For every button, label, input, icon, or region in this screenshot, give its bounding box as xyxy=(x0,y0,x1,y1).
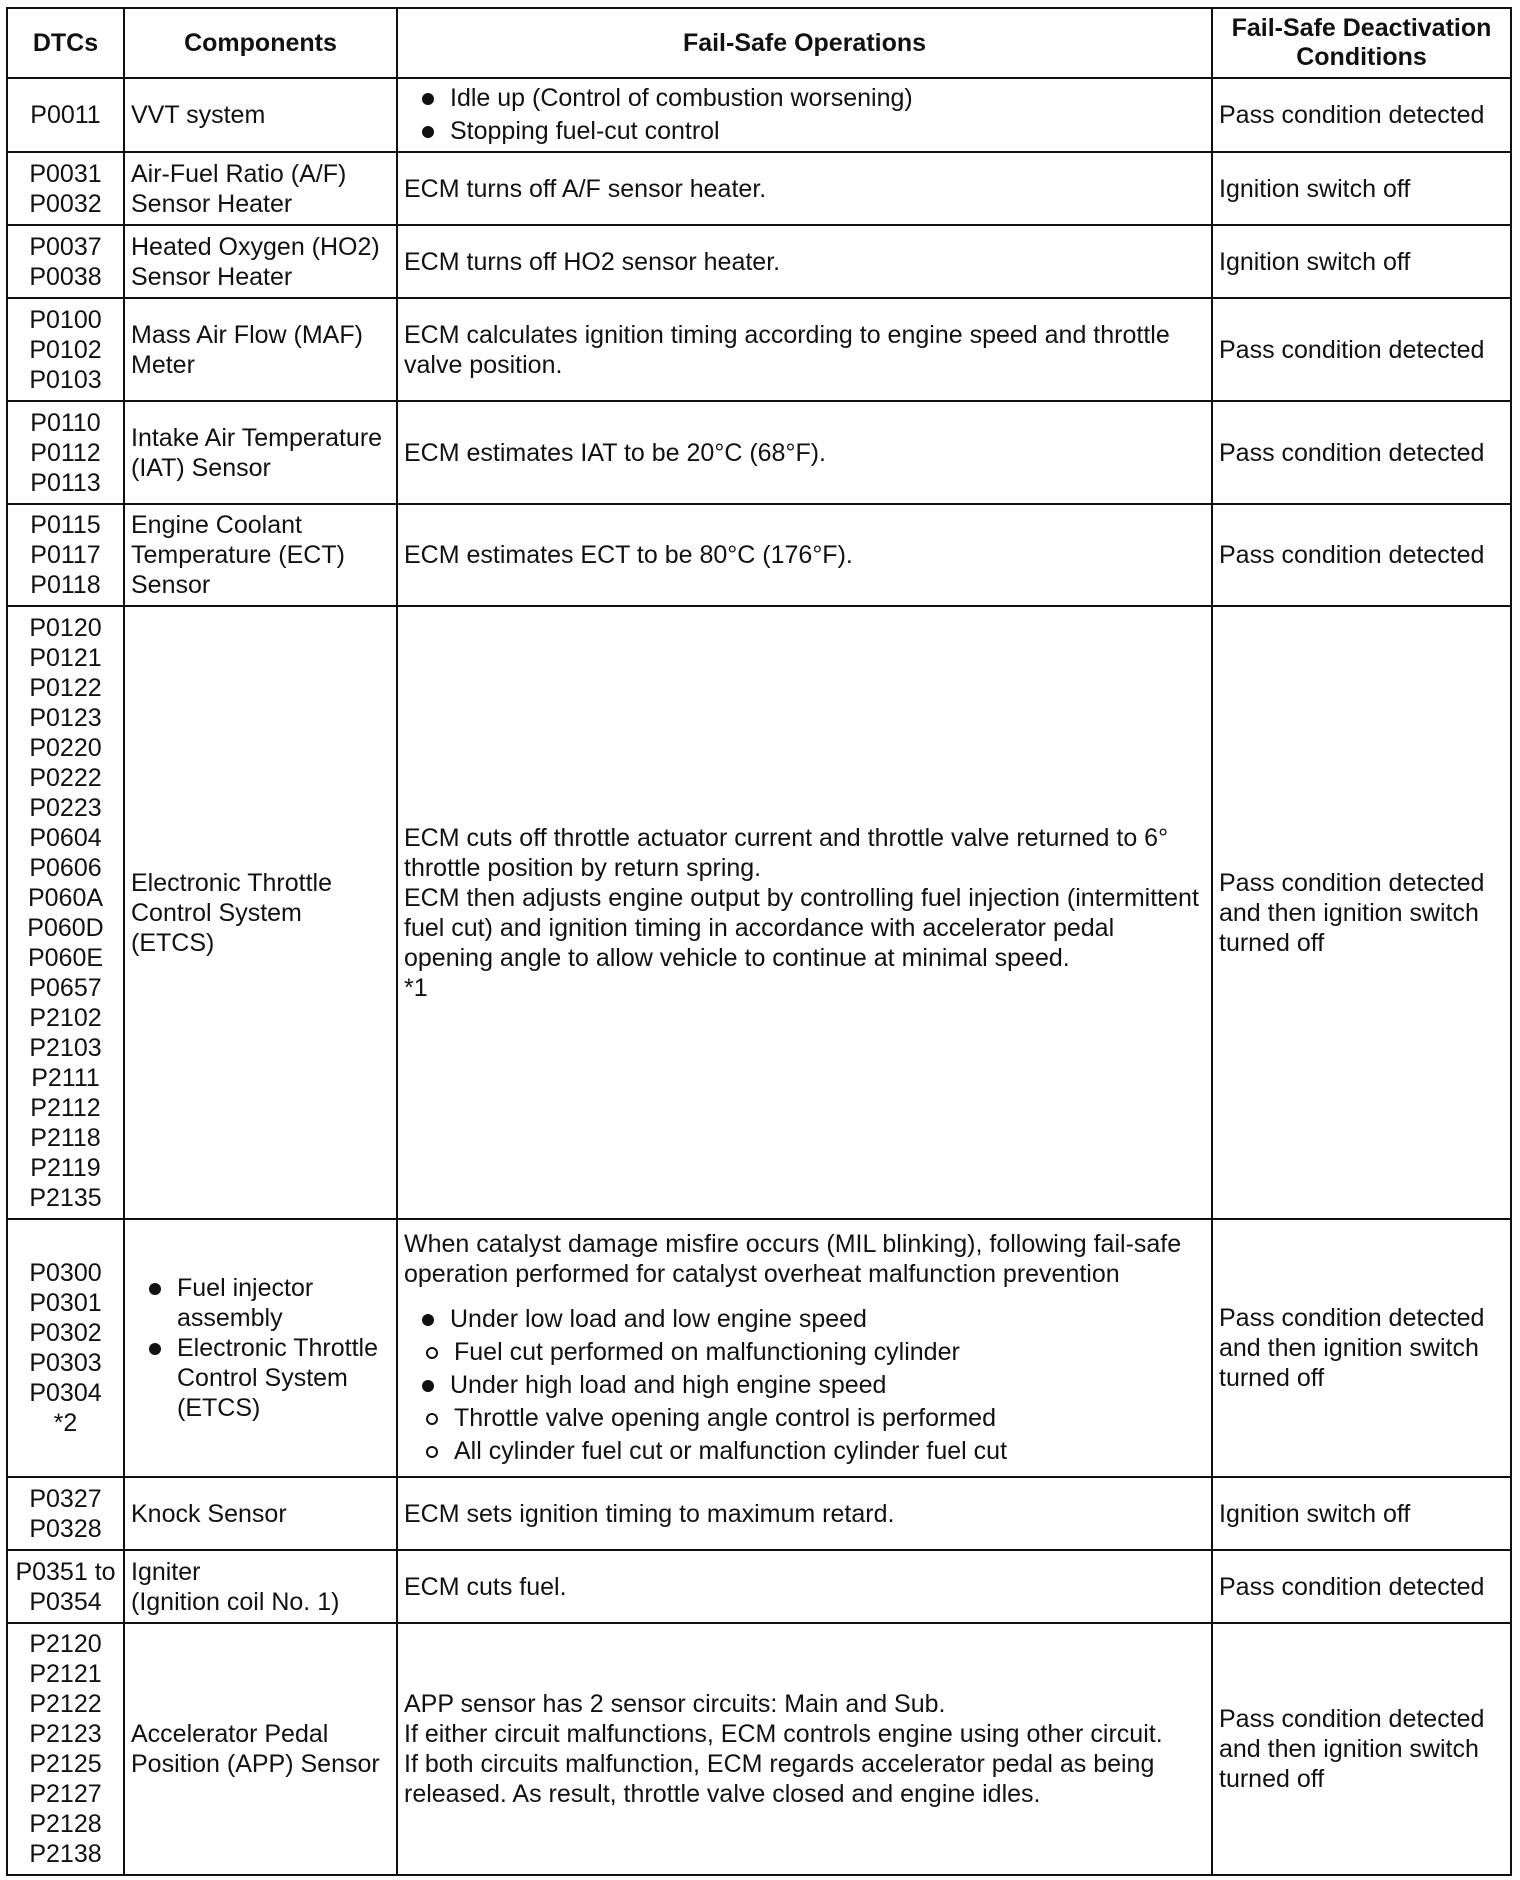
condition-cell: Ignition switch off xyxy=(1212,1477,1511,1550)
table-row xyxy=(7,298,1511,401)
table-row xyxy=(7,504,1511,606)
dtc-code: P0328 xyxy=(29,1514,102,1543)
dtc-code: P0606 xyxy=(29,853,102,882)
dtc-cell xyxy=(7,1623,124,1875)
dtc-code: P060D xyxy=(27,913,104,942)
component-cell: Intake Air Temperature (IAT) Sensor xyxy=(124,401,397,504)
dtc-code: P0327 xyxy=(29,1484,102,1513)
table-row xyxy=(7,1623,1511,1875)
component-cell: Air-Fuel Ratio (A/F) Sensor Heater xyxy=(124,152,397,225)
dtc-code: P0300 xyxy=(29,1259,102,1287)
component-line: (Ignition coil No. 1) xyxy=(131,1587,340,1616)
dtc-cell xyxy=(7,1550,124,1623)
dtc-code: P0303 xyxy=(29,1349,102,1377)
dtc-code: P0038 xyxy=(29,262,102,291)
operation-sub-bullet: Throttle valve opening angle control is performed xyxy=(404,1402,1205,1435)
component-cell xyxy=(124,1219,397,1477)
dtc-code: P0301 xyxy=(29,1289,102,1317)
dtc-code: P0351 to xyxy=(15,1557,116,1586)
fail-safe-table xyxy=(6,7,1512,1876)
table-row xyxy=(7,1477,1511,1550)
operation-intro: When catalyst damage misfire occurs (MIL blinking), following fail-safe operation performed for catalyst overheat malfunction prevention xyxy=(404,1229,1182,1288)
dtc-code: P2118 xyxy=(30,1123,101,1152)
condition-cell: Pass condition detected xyxy=(1212,78,1511,152)
condition-cell: Ignition switch off xyxy=(1212,225,1511,298)
header-operations: Fail-Safe Operations xyxy=(397,8,1212,78)
operation-sub-bullet: Fuel cut performed on malfunctioning cylinder xyxy=(404,1336,1205,1369)
component-cell: Heated Oxygen (HO2) Sensor Heater xyxy=(124,225,397,298)
header-components: Components xyxy=(124,8,397,78)
operation-cell xyxy=(397,606,1212,1219)
condition-cell: Pass condition detected xyxy=(1212,504,1511,606)
header-dtcs: DTCs xyxy=(7,8,124,78)
component-cell: Accelerator Pedal Position (APP) Sensor xyxy=(124,1623,397,1875)
operation-line: ECM cuts off throttle actuator current and throttle valve returned to 6° throttle position by return spring. xyxy=(404,823,1169,882)
dtc-code: P0657 xyxy=(29,973,102,1002)
operation-cell: ECM sets ignition timing to maximum retard. xyxy=(397,1477,1212,1550)
header-row xyxy=(7,8,1511,78)
dtc-code: P0302 xyxy=(29,1319,102,1347)
condition-cell: Pass condition detected xyxy=(1212,1550,1511,1623)
dtc-cell xyxy=(7,152,124,225)
footnote-ref: *2 xyxy=(53,1409,78,1437)
operation-bullet: Under high load and high engine speed xyxy=(404,1369,1205,1402)
operation-cell xyxy=(397,1219,1212,1477)
dtc-code: P2103 xyxy=(29,1033,102,1062)
header-deactivation: Fail-Safe Deactivation Conditions xyxy=(1212,8,1511,78)
dtc-code: P0112 xyxy=(30,438,101,467)
component-cell: Mass Air Flow (MAF) Meter xyxy=(124,298,397,401)
operation-bullet: Idle up (Control of combustion worsening) xyxy=(404,82,1205,115)
operation-bullet: Under low load and low engine speed xyxy=(404,1303,1205,1336)
dtc-code: P060E xyxy=(27,943,104,972)
dtc-code: P2119 xyxy=(30,1153,101,1182)
operation-cell: ECM turns off A/F sensor heater. xyxy=(397,152,1212,225)
dtc-cell xyxy=(7,504,124,606)
condition-cell: Pass condition detected and then ignition switch turned off xyxy=(1212,606,1511,1219)
operation-line: If both circuits malfunction, ECM regards accelerator pedal as being released. As result, throttle valve closed and engine idles. xyxy=(404,1750,1155,1808)
table-row xyxy=(7,225,1511,298)
dtc-code: P0223 xyxy=(29,793,102,822)
dtc-code: P2121 xyxy=(29,1660,102,1688)
operation-cell: ECM turns off HO2 sensor heater. xyxy=(397,225,1212,298)
table-row xyxy=(7,152,1511,225)
dtc-code: P0604 xyxy=(29,823,102,852)
table-row xyxy=(7,1550,1511,1623)
operation-line: APP sensor has 2 sensor circuits: Main and Sub. xyxy=(404,1690,946,1718)
dtc-code: P2123 xyxy=(29,1720,102,1748)
dtc-code: P0103 xyxy=(29,365,102,394)
dtc-code: P2128 xyxy=(29,1810,102,1838)
table-row xyxy=(7,78,1511,152)
operation-sub-bullet: All cylinder fuel cut or malfunction cylinder fuel cut xyxy=(404,1435,1205,1468)
dtc-code: P0031 xyxy=(29,159,102,188)
operation-cell: ECM estimates ECT to be 80°C (176°F). xyxy=(397,504,1212,606)
dtc-cell xyxy=(7,225,124,298)
dtc-code: P2122 xyxy=(29,1690,102,1718)
dtc-code: P0304 xyxy=(29,1379,102,1407)
condition-cell: Pass condition detected and then ignition switch turned off xyxy=(1212,1219,1511,1477)
operation-line: If either circuit malfunctions, ECM controls engine using other circuit. xyxy=(404,1720,1163,1748)
table-row xyxy=(7,401,1511,504)
component-cell: VVT system xyxy=(124,78,397,152)
condition-cell: Pass condition detected and then ignition switch turned off xyxy=(1212,1623,1511,1875)
dtc-code: P0220 xyxy=(29,733,102,762)
dtc-cell xyxy=(7,1477,124,1550)
dtc-code: P0100 xyxy=(29,305,102,334)
dtc-code: P0102 xyxy=(29,335,102,364)
operation-cell: ECM estimates IAT to be 20°C (68°F). xyxy=(397,401,1212,504)
dtc-code: P2102 xyxy=(29,1003,102,1032)
dtc-code: P0120 xyxy=(29,613,102,642)
dtc-code: P0118 xyxy=(30,571,101,599)
component-bullet: Fuel injector assembly xyxy=(131,1273,390,1333)
dtc-code: P0113 xyxy=(30,468,101,497)
component-cell: Engine Coolant Temperature (ECT) Sensor xyxy=(124,504,397,606)
dtc-code: P0011 xyxy=(30,101,101,129)
operation-cell xyxy=(397,78,1212,152)
operation-cell: ECM cuts fuel. xyxy=(397,1550,1212,1623)
component-cell: Electronic Throttle Control System (ETCS) xyxy=(124,606,397,1219)
dtc-cell xyxy=(7,78,124,152)
dtc-code: P2135 xyxy=(29,1183,102,1212)
footnote-ref: *1 xyxy=(404,973,428,1002)
condition-cell: Pass condition detected xyxy=(1212,401,1511,504)
dtc-code: P0032 xyxy=(29,189,102,218)
component-cell xyxy=(124,1550,397,1623)
component-line: Igniter xyxy=(131,1557,201,1586)
condition-cell: Ignition switch off xyxy=(1212,152,1511,225)
dtc-code: P0122 xyxy=(29,673,102,702)
dtc-code: P2120 xyxy=(29,1630,102,1658)
dtc-code: P060A xyxy=(27,883,104,912)
table-row xyxy=(7,606,1511,1219)
operation-line: ECM then adjusts engine output by controlling fuel injection (intermittent fuel cut) and ignition timing in accordance with accelerator pedal opening angle to allow vehicle to continue at minimal speed. xyxy=(404,883,1199,972)
dtc-code: P0354 xyxy=(29,1587,102,1616)
dtc-code: P2127 xyxy=(29,1780,102,1808)
dtc-code: P2125 xyxy=(29,1750,102,1778)
dtc-code: P0110 xyxy=(30,408,101,437)
operation-cell xyxy=(397,1623,1212,1875)
dtc-cell xyxy=(7,1219,124,1477)
dtc-code: P0123 xyxy=(29,703,102,732)
table-row xyxy=(7,1219,1511,1477)
dtc-cell xyxy=(7,298,124,401)
dtc-code: P0222 xyxy=(29,763,102,792)
dtc-code: P2138 xyxy=(29,1840,102,1868)
component-cell: Knock Sensor xyxy=(124,1477,397,1550)
dtc-code: P2111 xyxy=(31,1063,100,1092)
component-bullet: Electronic Throttle Control System (ETCS) xyxy=(131,1333,390,1423)
dtc-cell xyxy=(7,401,124,504)
dtc-code: P2112 xyxy=(30,1093,101,1122)
dtc-code: P0115 xyxy=(30,511,101,539)
condition-cell: Pass condition detected xyxy=(1212,298,1511,401)
dtc-code: P0117 xyxy=(30,541,101,569)
dtc-code: P0037 xyxy=(29,232,102,261)
operation-cell: ECM calculates ignition timing according to engine speed and throttle valve position. xyxy=(397,298,1212,401)
dtc-cell xyxy=(7,606,124,1219)
operation-bullet: Stopping fuel-cut control xyxy=(404,115,1205,148)
dtc-code: P0121 xyxy=(29,643,102,672)
